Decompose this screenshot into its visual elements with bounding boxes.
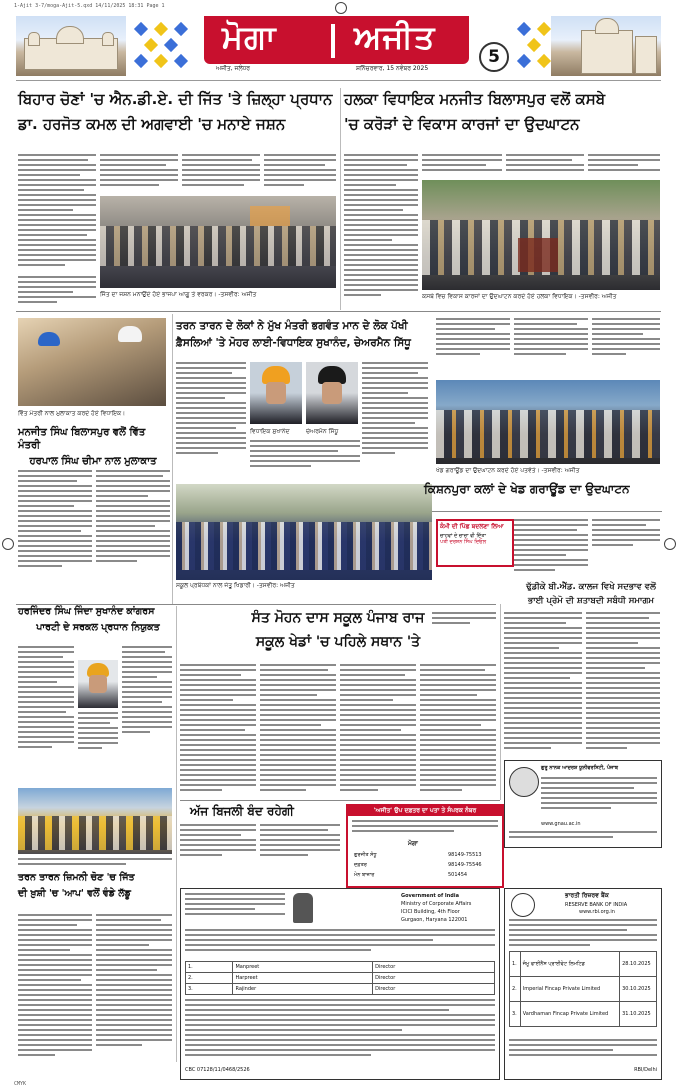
- story-1-headline: [18, 90, 336, 134]
- ajit-office-row-3-phone: 501454: [448, 872, 468, 878]
- story-9-body-col-2: [96, 914, 172, 1060]
- inset-box-title: ਕੰਮੀ ਦੀ ਪਿੱਛ ਬਦਲਣਾ ਲਿਆ: [440, 523, 504, 530]
- masthead-edition: ਅਜੀਤ, ਜਲੰਧਰ: [216, 65, 251, 72]
- story-4-body-col-1: [18, 470, 92, 600]
- story-3-photo-2: [306, 362, 358, 424]
- story-8-headline-line-1: ਢੁੱਡੀਕੇ ਬੀ.ਐੱਡ. ਕਾਲਜ ਵਿਖੇ ਸਦਭਾਵ ਵਲੋਂ: [526, 582, 656, 592]
- inset-quote-box: [436, 519, 514, 567]
- rbi-ad-footer: RBI/Delhi: [634, 1067, 657, 1073]
- rbi-row-3-no: 3.: [510, 1002, 521, 1027]
- story-6-headline: [18, 606, 178, 634]
- gov-ad-table: [185, 961, 495, 995]
- rbi-row-1-date: 28.10.2025: [620, 952, 657, 977]
- column-rule: [500, 604, 501, 800]
- story-3-photo-1: [250, 362, 302, 424]
- story-4-body-col-2: [96, 470, 170, 600]
- story-5-body-top-col-2: [514, 318, 588, 376]
- story-2-body-col-3: [506, 154, 584, 176]
- university-ad: [504, 760, 662, 848]
- story-2-body-col-1: [344, 154, 418, 304]
- registration-mark: [2, 538, 14, 550]
- inset-box-line-1: ਚਾਹਵਾਂ ਦੇ ਚਾਚਾ ਵੀ ਦਿੱਤਾ: [440, 533, 486, 539]
- story-9-photo: [18, 788, 172, 854]
- story-9-headline-line-1: ਤਰਨ ਤਾਰਨ ਜ਼ਿਮਨੀ ਚੋਣ 'ਚ ਜਿੱਤ: [18, 872, 135, 883]
- story-5-body-col-2: [514, 519, 588, 585]
- rbi-notice-ad: [504, 888, 662, 1080]
- story-2-body-col-4: [588, 154, 660, 176]
- university-logo-icon: [509, 767, 539, 797]
- story-4-caption: ਵਿੱਤ ਮੰਤਰੀ ਨਾਲ ਮੁਲਾਕਾਤ ਕਰਦੇ ਹੋਏ ਵਿਧਾਇਕ।: [18, 410, 126, 417]
- column-rule: [172, 314, 173, 604]
- footer-strip: CMYK: [14, 1081, 27, 1087]
- story-1-body-col-4: [264, 154, 336, 194]
- gov-ad-row-1-status: Director: [373, 962, 495, 973]
- government-notice-ad: [180, 888, 500, 1080]
- story-1-body-col-1b: [18, 276, 96, 306]
- story-4-headline: [18, 427, 168, 469]
- gov-ad-header-1: Government of India: [401, 893, 459, 899]
- section-rule: [16, 604, 496, 605]
- gov-ad-header-2: Ministry of Corporate Affairs: [401, 901, 472, 907]
- story-7-photo: [176, 484, 432, 580]
- ajit-office-box: [346, 804, 504, 888]
- story-5-photo: [436, 380, 660, 464]
- inset-box-line-2: ਪਤੀ ਦਰਸ਼ਨ ਸਿੰਘ ਦਿਓਲ: [440, 539, 487, 545]
- story-9-caption-lines: [18, 858, 172, 870]
- story-2-body-col-2: [422, 154, 502, 176]
- table-row: [186, 962, 495, 973]
- ajit-office-row-1-name: ਗੁਰਜੀਤ ਸੰਧੂ: [354, 852, 377, 858]
- story-1-body-col-2: [100, 154, 178, 194]
- masthead-title-block: [204, 16, 469, 64]
- gov-ad-header-4: Gurgaon, Haryana 122001: [401, 917, 468, 923]
- story-1-headline-line-2: ਡਾ. ਹਰਜੋਤ ਕਮਲ ਦੀ ਅਗਵਾਈ 'ਚ ਮਨਾਏ ਜਸ਼ਨ: [18, 114, 286, 133]
- story-8-headline-line-2: ਭਾਈ ਪ੍ਰੇਮੋ ਦੀ ਸ਼ਤਾਬਦੀ ਸਬੰਧੀ ਸਮਾਗਮ: [528, 595, 654, 606]
- story-1-headline-line-1: ਬਿਹਾਰ ਚੋਣਾਂ 'ਚ ਐਨ.ਡੀ.ਏ. ਦੀ ਜਿੱਤ 'ਤੇ ਜ਼ਿਲ੍ਹਾ ਪ੍ਰਧਾਨ: [18, 90, 333, 108]
- registration-mark: [335, 2, 347, 14]
- column-rule: [340, 88, 341, 310]
- section-rule: [432, 511, 662, 512]
- ajit-office-row-2-name: ਦਫ਼ਤਰ: [354, 862, 367, 868]
- rbi-ad-table: [509, 951, 657, 1027]
- page-number: 5: [479, 42, 509, 72]
- story-2-headline-line-2: 'ਚ ਕਰੋੜਾਂ ਦੇ ਵਿਕਾਸ ਕਾਰਜਾਂ ਦਾ ਉਦਘਾਟਨ: [344, 114, 580, 133]
- story-9-headline: [18, 872, 174, 900]
- rbi-ad-title: ਭਾਰਤੀ ਰਿਜ਼ਰਵ ਬੈਂਕ: [565, 892, 609, 899]
- gov-ad-row-3-status: Director: [373, 984, 495, 995]
- rbi-logo-icon: [511, 893, 535, 917]
- rbi-row-1-no: 1.: [510, 952, 521, 977]
- emblem-icon: [293, 893, 313, 923]
- ajit-office-city: ਮੋਗਾ: [408, 840, 418, 847]
- gov-ad-row-2-status: Director: [373, 973, 495, 984]
- story-2-headline: [344, 90, 662, 134]
- ajit-office-row-3-name: ਮੇਨ ਬਾਜ਼ਾਰ: [354, 872, 375, 878]
- story-1-body-col-3: [182, 154, 260, 194]
- story-8-body-col-1: [504, 612, 582, 752]
- masthead-title-right: ਅਜੀਤ: [354, 18, 436, 56]
- story-2-photo: [422, 180, 660, 290]
- story-6-body-col-1: [18, 646, 74, 786]
- rbi-row-1-name: ਜੰਮੂ ਫਾਈਨੈਂਸ ਪ੍ਰਾਈਵੇਟ ਲਿਮਟਿਡ: [520, 952, 619, 977]
- rbi-ad-subtitle: RESERVE BANK OF INDIA: [565, 902, 628, 908]
- story-6-body-col-1b: [78, 712, 118, 784]
- rbi-row-3-name: Vardhaman Fincap Private Limited: [520, 1002, 619, 1027]
- rbi-row-2-date: 30.10.2025: [620, 977, 657, 1002]
- rbi-row-3-date: 31.10.2025: [620, 1002, 657, 1027]
- story-6-headline-line-1: ਹਰਜਿੰਦਰ ਸਿੰਘ ਜਿੰਦਾ ਸੁਖਾਨੰਦ ਕਾਂਗਰਸ: [18, 606, 155, 617]
- story-5-headline: ਕਿਸ਼ਨਪੁਰਾ ਕਲਾਂ ਦੇ ਖੇਡ ਗਰਾਊਂਡ ਦਾ ਉਦਘਾਟਨ: [424, 482, 630, 496]
- story-7-body-col-2: [260, 664, 336, 796]
- rbi-row-2-no: 2.: [510, 977, 521, 1002]
- story-3-headline-line-2: ਫ਼ੈਸਲਿਆਂ 'ਤੇ ਮੋਹਰ ਲਾਈ-ਵਿਧਾਇਕ ਸੁਖਾਨੰਦ, ਚੇਅਰਮੈਨ ਸਿੱਧੂ: [176, 337, 411, 350]
- story-7-body-col-1: [180, 664, 256, 796]
- ajit-office-row-2-phone: 98149-75546: [448, 862, 482, 868]
- ajit-office-row-1-phone: 98149-75513: [448, 852, 482, 858]
- story-10-headline: ਅੱਜ ਬਿਜਲੀ ਬੰਦ ਰਹੇਗੀ: [190, 804, 294, 818]
- table-row: [510, 1002, 657, 1027]
- gov-ad-header-3: ICICI Building, 4th Floor: [401, 909, 460, 915]
- gov-ad-footer: CBC 07128/11/0468/2526: [185, 1067, 250, 1073]
- story-3-body-col-3: [362, 362, 428, 480]
- story-6-headline-line-2: ਪਾਰਟੀ ਦੇ ਸਰਕਲ ਪ੍ਰਧਾਨ ਨਿਯੁਕਤ: [36, 621, 160, 633]
- story-1-photo: [100, 196, 336, 288]
- masthead-photo-left: [16, 16, 126, 76]
- gov-ad-row-1-no: 1.: [186, 962, 233, 973]
- gov-ad-row-2-no: 2.: [186, 973, 233, 984]
- story-6-body-col-2: [122, 646, 172, 786]
- table-row: [510, 977, 657, 1002]
- story-6-photo: [78, 660, 118, 708]
- gov-ad-row-3-no: 3.: [186, 984, 233, 995]
- university-ad-title: ਗੁਰੂ ਨਾਨਕ ਆਦਰਸ਼ ਯੂਨੀਵਰਸਿਟੀ, ਪੰਜਾਬ: [541, 765, 618, 771]
- gov-ad-row-3-name: Rajinder: [233, 984, 373, 995]
- story-4-headline-line-1: ਮਨਜੀਤ ਸਿੰਘ ਬਿਲਾਸਪੁਰ ਵਲੋਂ ਵਿੱਤ ਮੰਤਰੀ: [18, 427, 146, 451]
- story-8-headline: [520, 582, 662, 606]
- story-1-body-col-1: [18, 154, 96, 272]
- section-rule: [180, 800, 500, 801]
- story-7-caption: ਸਕੂਲ ਪ੍ਰਬੰਧਕਾਂ ਨਾਲ ਜੇਤੂ ਖਿਡਾਰੀ। -ਤਸਵੀਰ: ਅਜੀਤ: [176, 582, 295, 589]
- story-7-headline-line-2: ਸਕੂਲ ਖੇਡਾਂ 'ਚ ਪਹਿਲੇ ਸਥਾਨ 'ਤੇ: [255, 633, 421, 650]
- story-3-caption-1: ਵਿਧਾਇਕ ਸੁਖਾਨੰਦ: [250, 428, 290, 435]
- gov-ad-row-1-name: Manpreet: [233, 962, 373, 973]
- gov-ad-row-2-name: Harpreet: [233, 973, 373, 984]
- university-ad-url: www.gnau.ac.in: [541, 821, 581, 827]
- story-1-caption: ਜਿੱਤ ਦਾ ਜਸ਼ਨ ਮਨਾਉਂਦੇ ਹੋਏ ਭਾਜਪਾ ਆਗੂ ਤੇ ਵਰਕਰ। -ਤਸਵੀਰ: ਅਜੀਤ: [100, 291, 257, 298]
- rbi-ad-url: www.rbi.org.in: [579, 909, 615, 915]
- story-10-body-col-2: [260, 824, 340, 866]
- story-9-headline-line-2: ਦੀ ਖ਼ੁਸ਼ੀ 'ਚ 'ਆਪ' ਵਲੋਂ ਵੰਡੇ ਲੱਡੂ: [18, 887, 131, 899]
- masthead-title-left: ਮੋਗਾ: [222, 18, 277, 56]
- story-4-photo: [18, 318, 166, 406]
- story-9-body-col-1: [18, 914, 92, 1060]
- masthead: [16, 16, 661, 81]
- story-2-caption: ਕਸਬੇ ਵਿਚ ਵਿਕਾਸ ਕਾਰਜਾਂ ਦਾ ਉਦਘਾਟਨ ਕਰਦੇ ਹੋਏ ਹਲਕਾ ਵਿਧਾਇਕ। -ਤਸਵੀਰ: ਅਜੀਤ: [422, 293, 617, 300]
- story-3-caption-2: ਚੇਅਰਮੈਨ ਸਿੱਧੂ: [306, 428, 339, 435]
- table-row: [186, 973, 495, 984]
- ajit-office-box-title: 'ਅਜੀਤ' ਉਪ ਦਫ਼ਤਰ ਦਾ ਪਤਾ ਤੇ ਸੰਪਰਕ ਨੰਬਰ: [348, 806, 502, 816]
- registration-mark: [664, 538, 676, 550]
- table-row: [186, 984, 495, 995]
- masthead-photo-right: [551, 16, 661, 76]
- print-info-strip: 1-Ajit 3-7/moga-Ajit-5.qxd 14/11/2025 18:31 Page 1: [14, 3, 165, 9]
- table-row: [510, 952, 657, 977]
- story-5-body-top-col-1: [436, 318, 510, 376]
- column-rule: [176, 606, 177, 1062]
- story-2-headline-line-1: ਹਲਕਾ ਵਿਧਾਇਕ ਮਨਜੀਤ ਬਿਲਾਸਪੁਰ ਵਲੋਂ ਕਸਬੇ: [344, 90, 606, 108]
- story-3-body-col-2: [250, 440, 360, 480]
- story-8-body-col-2: [586, 612, 660, 752]
- section-rule: [16, 311, 661, 312]
- story-7-body-col-4: [420, 664, 496, 796]
- story-3-headline-line-1: ਤਰਨ ਤਾਰਨ ਦੇ ਲੋਕਾਂ ਨੇ ਮੁੱਖ ਮੰਤਰੀ ਭਗਵੰਤ ਮਾਨ ਦੇ ਲੋਕ ਪੱਖੀ: [176, 320, 408, 332]
- story-5-body-end: [432, 612, 496, 642]
- story-5-body-col-3: [592, 519, 660, 559]
- story-7-body-col-3: [340, 664, 416, 796]
- masthead-pattern-left: [130, 20, 200, 70]
- story-7-headline-line-1: ਸੰਤ ਮੋਹਨ ਦਾਸ ਸਕੂਲ ਪੰਜਾਬ ਰਾਜ: [251, 610, 425, 626]
- rbi-row-2-name: Imperial Fincap Private Limited: [520, 977, 619, 1002]
- story-3-body-col-1: [176, 362, 246, 480]
- story-5-body-top-col-3: [592, 318, 660, 376]
- masthead-date: ਸ਼ਨਿੱਚਰਵਾਰ, 15 ਨਵੰਬਰ 2025: [356, 65, 429, 72]
- story-5-caption: ਖੇਡ ਗਰਾਊਂਡ ਦਾ ਉਦਘਾਟਨ ਕਰਦੇ ਹੋਏ ਪਤਵੰਤੇ। -ਤਸਵੀਰ: ਅਜੀਤ: [436, 467, 580, 474]
- story-4-headline-line-2: ਹਰਪਾਲ ਸਿੰਘ ਚੀਮਾ ਨਾਲ ਮੁਲਾਕਾਤ: [29, 456, 157, 467]
- story-10-body-col-1: [180, 824, 256, 866]
